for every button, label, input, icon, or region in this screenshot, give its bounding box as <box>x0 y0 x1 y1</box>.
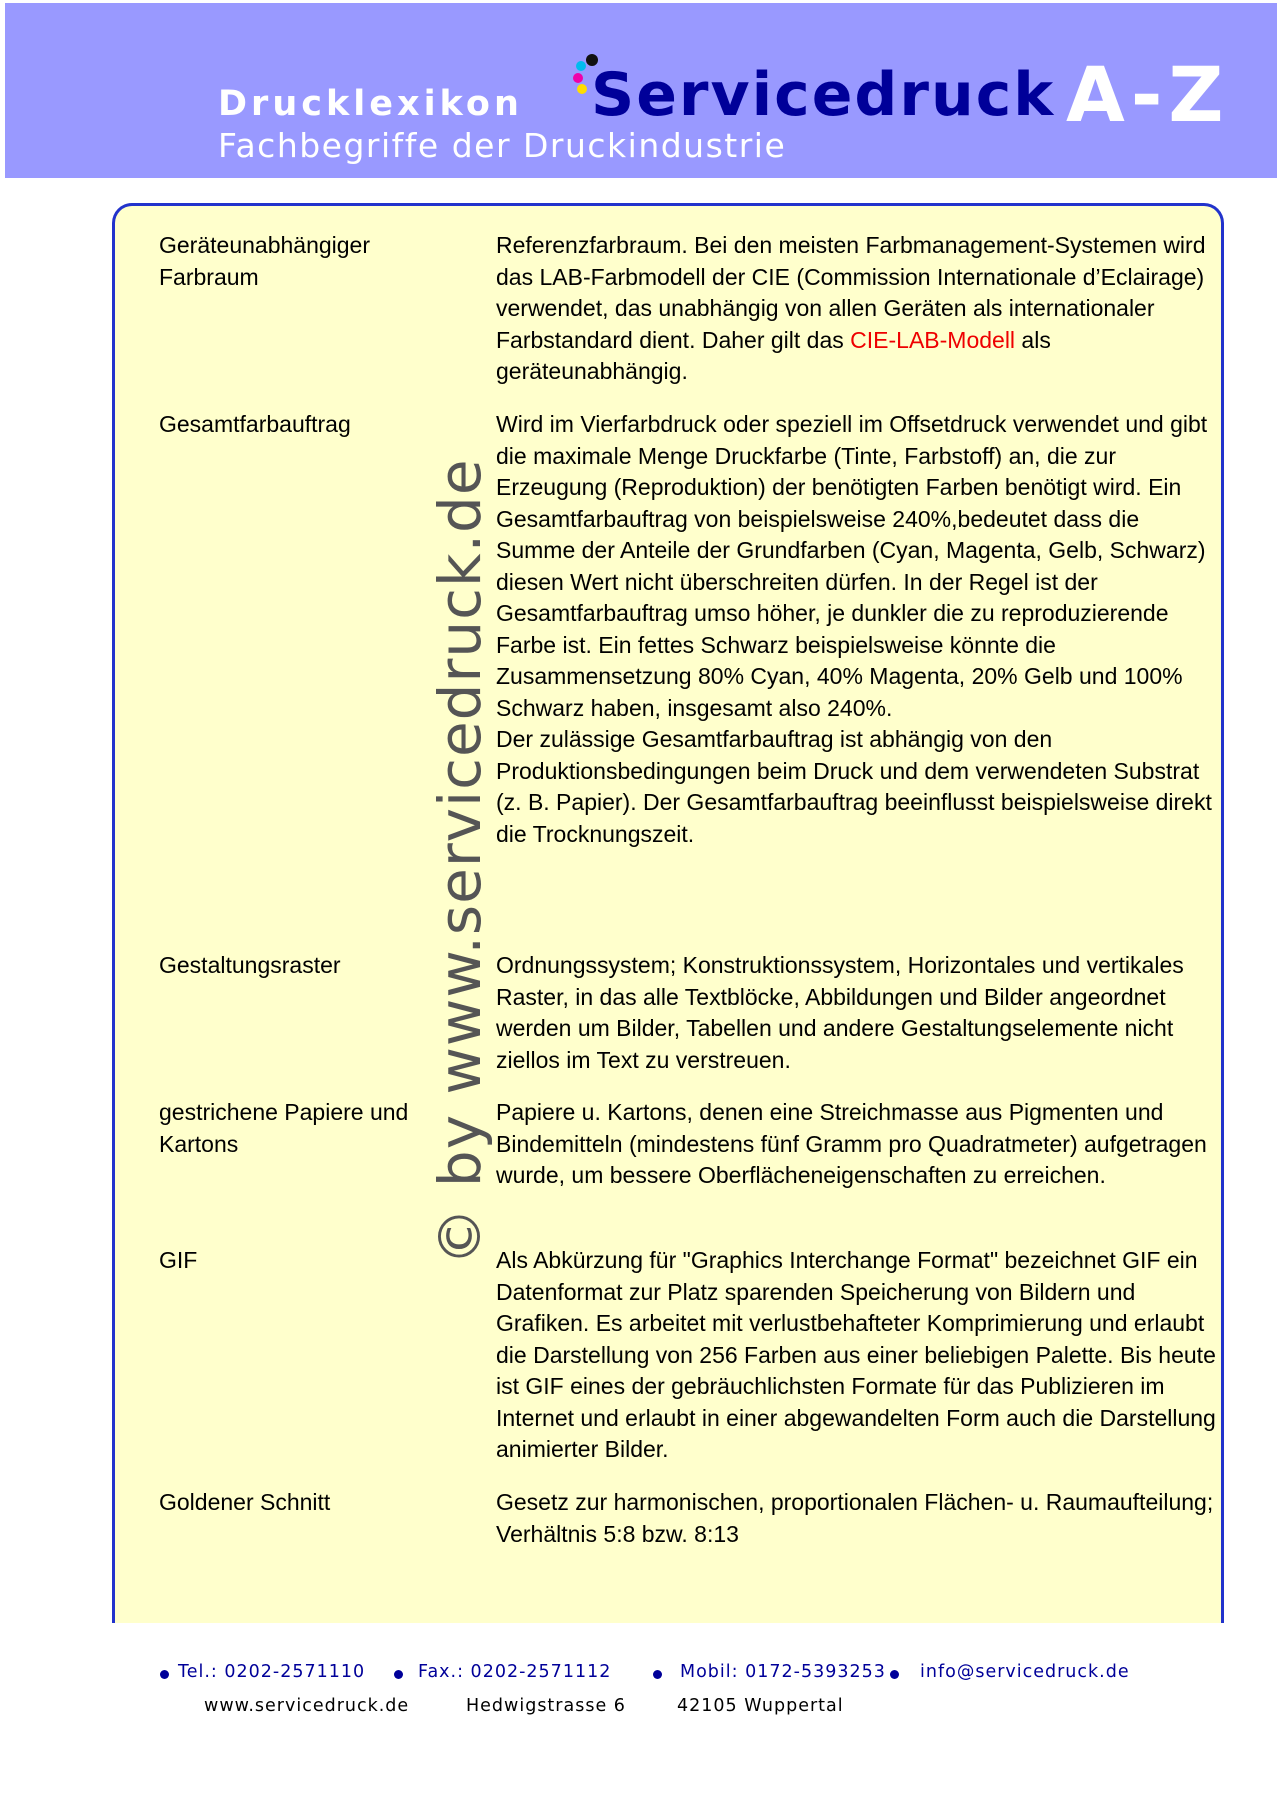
footer-website[interactable]: www.servicedruck.de <box>204 1696 410 1716</box>
bullet-icon <box>160 1670 169 1679</box>
entry-term: Goldener Schnitt <box>159 1489 331 1515</box>
definition-paragraph: Wird im Vierfarbdruck oder speziell im Offsetdruck verwendet und gibt die maximale Menge Druckfarbe (Tinte, Farbstoff) an, die zur Erzeugung (Reproduktion) der benötigten Farben benötigt wird. Ein Gesamtfarbauftrag von beispielsweise 240%,bedeutet dass die Summe der Anteile der Grundfarben (Cyan, Magenta, Gelb, Schwarz) diesen Wert nicht überschreiten dürfen. In der Regel ist der Gesamtfarbauftrag umso höher, je dunkler die zu reproduzierende Farbe ist. Ein fettes Schwarz beispielsweise könnte die Zusammensetzung 80% Cyan, 40% Magenta, 20% Gelb und 100% Schwarz haben, insgesamt also 240%. <box>496 411 1208 721</box>
footer-street: Hedwigstrasse 6 <box>466 1696 626 1716</box>
bullet-icon <box>653 1670 662 1679</box>
definition-paragraph: Der zulässige Gesamtfarbauftrag ist abhängig von den Produktionsbedingungen beim Druck und dem verwendeten Substrat (z. B. Papier). Der Gesamtfarbauftrag beeinflusst beispielsweise direkt die Trocknungszeit. <box>496 726 1212 847</box>
footer-email[interactable]: info@servicedruck.de <box>920 1662 1130 1682</box>
entry-term: gestrichene Papiere und Kartons <box>159 1099 409 1157</box>
entry-definition <box>496 230 1216 388</box>
definition-text: als geräteunabhängig. <box>496 326 1051 384</box>
header-title: Drucklexikon <box>218 84 523 124</box>
footer-fax: Fax.: 0202-2571112 <box>418 1662 612 1682</box>
entry-definition: Gesetz zur harmonischen, proportionalen Flächen- u. Raumaufteilung; Verhältnis 5:8 bzw. 8:13 <box>496 1489 1214 1547</box>
cie-lab-link[interactable]: CIE-LAB-Modell <box>850 326 1016 353</box>
bullet-icon <box>394 1670 403 1679</box>
bullet-icon <box>890 1670 899 1679</box>
header-subtitle: Fachbegriffe der Druckindustrie <box>218 126 787 165</box>
entry-definition: Papiere u. Kartons, denen eine Streichmasse aus Pigmenten und Bindemitteln (mindestens fünf Gramm pro Quadratmeter) aufgetragen wurde, um bessere Oberflächeneigenschaften zu erreichen. <box>496 1099 1207 1188</box>
entry-definition: Ordnungssystem; Konstruktionssystem, Horizontales und vertikales Raster, in das alle Textblöcke, Abbildungen und Bilder angeordnet werden um Bilder, Tabellen und andere Gestaltungselemente nicht ziellos im Text zu verstreuen. <box>496 952 1184 1073</box>
logo-wordmark: Servicedruck <box>591 60 1056 130</box>
entry-term: Geräteunabhängiger Farbraum <box>159 232 370 290</box>
footer-city: 42105 Wuppertal <box>677 1696 844 1716</box>
copyright-watermark: © by www.servicedruck.de <box>426 458 494 1266</box>
footer-tel[interactable]: Tel.: 0202-2571110 <box>178 1662 366 1682</box>
az-label: A-Z <box>1066 50 1230 139</box>
entry-term: Gesamtfarbauftrag <box>159 411 351 437</box>
entry-term: Gestaltungsraster <box>159 952 341 978</box>
footer-mobil[interactable]: Mobil: 0172-5393253 <box>680 1662 886 1682</box>
entry-term: GIF <box>159 1247 198 1273</box>
definition-text: Referenzfarbraum. Bei den meisten Farbmanagement-Systemen wird das LAB-Farbmodell der CIE (Commission Internationale d’Eclairage) verwendet, das unabhängig von allen Geräten als internationaler Farbstandard dient. Daher gilt das <box>496 232 1206 353</box>
entry-definition <box>496 409 1216 850</box>
entry-definition: Als Abkürzung für "Graphics Interchange Format" bezeichnet GIF ein Datenformat zur Platz sparenden Speicherung von Bildern und Grafiken. Es arbeitet mit verlustbehafteter Komprimierung und erlaubt die Darstellung von 256 Farben aus einer beliebigen Palette. Bis heute ist GIF eines der gebräuchlichsten Formate für das Publizieren im Internet und erlaubt in einer abgewandelten Form auch die Darstellung animierter Bilder. <box>496 1247 1216 1462</box>
